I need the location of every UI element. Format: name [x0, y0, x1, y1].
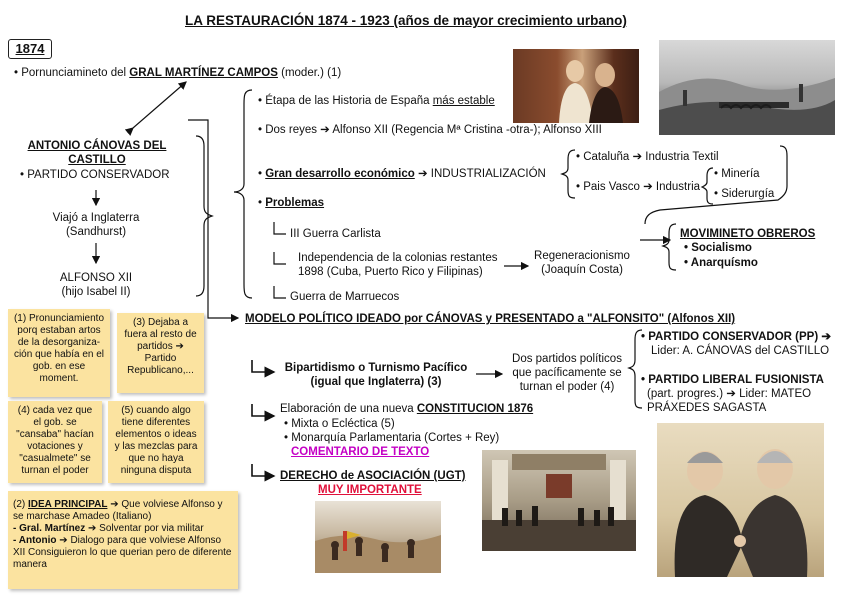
siderurgia-item: • Siderurgía: [714, 188, 775, 200]
partido-liberal: • PARTIDO LIBERAL FUSIONISTA (part. progres.) ➔ Lider: MATEO PRÁXEDES SAGASTA: [641, 374, 824, 414]
canovas-party: • PARTIDO CONSERVADOR: [20, 169, 170, 181]
pais-vasco-item: • Pais Vasco ➔ Industria: [576, 181, 701, 193]
marruecos-item: Guerra de Marruecos: [290, 291, 400, 303]
industrial-landscape-image: [659, 40, 835, 135]
derecho-asociacion: DERECHO de ASOCIACIÓN (UGT): [280, 470, 466, 482]
politicians-handshake-image: [657, 423, 824, 577]
note-1: (1) Pronunciamiento porq estaban artos de la desorganiza-ción que había en el gob. en ese moment.: [8, 309, 110, 397]
monarquia-item: • Monarquía Parlamentaria (Cortes + Rey): [284, 432, 500, 444]
canovas-name: ANTONIO CÁNOVAS DEL CASTILLO: [27, 140, 167, 166]
carlista-item: III Guerra Carlista: [290, 228, 381, 240]
note-3: (3) Dejaba a fuera al resto de partidos ➔ Partido Republicano,...: [117, 313, 204, 393]
dos-reyes-item: • Dos reyes ➔ Alfonso XII (Regencia Mª Cristina -otra-); Alfonso XIII: [258, 124, 602, 136]
etapa-item: • Étapa de las Historia de España más estable: [258, 95, 495, 107]
muy-importante: MUY IMPORTANTE: [318, 484, 422, 496]
comentario-texto: COMENTARIO DE TEXTO: [291, 446, 430, 458]
problemas-item: • Problemas: [258, 197, 325, 209]
parliament-scene-image: [482, 450, 636, 551]
page-title: LA RESTAURACIÓN 1874 - 1923 (años de mayor crecimiento urbano): [185, 13, 627, 28]
battle-scene-image: [315, 501, 441, 573]
mixta-item: • Mixta o Ecléctica (5): [284, 418, 395, 430]
modelo-title: MODELO POLÍTICO IDEADO por CÁNOVAS y PRESENTADO a "ALFONSITO" (Alfonos XII): [245, 313, 736, 325]
dos-partidos: Dos partidos políticos que pacíficamente se turnan el poder (4): [512, 353, 622, 393]
bipartidismo: Bipartidismo o Turnismo Pacífico (igual que Inglaterra) (3): [284, 362, 468, 388]
anarquismo-item: • Anarquísmo: [684, 257, 758, 269]
canovas-king: ALFONSO XII (hijo Isabel II): [59, 272, 133, 298]
year-box: 1874: [8, 39, 52, 59]
cataluna-item: • Cataluña ➔ Industria Textil: [576, 151, 719, 163]
royal-portrait-image: [513, 49, 639, 123]
desarrollo-item: • Gran desarrollo económico ➔ INDUSTRIALIZACIÓN: [258, 168, 546, 180]
movimiento-obreros: MOVIMINETO OBREROS: [680, 228, 816, 240]
note-4: (4) cada vez que el gob. se "cansaba" hacían votaciones y "casualmete" se turnan el poder: [8, 401, 102, 483]
mineria-item: • Minería: [714, 168, 760, 180]
canovas-trip: Viajó a Inglaterra (Sandhurst): [52, 212, 140, 238]
colonias-item: Independencia de la colonias restantes 1898 (Cuba, Puerto Rico y Filipinas): [298, 252, 498, 278]
socialismo-item: • Socialismo: [684, 242, 752, 254]
pronunciamiento-text: • Pornunciamineto del GRAL MARTÍNEZ CAMPOS (moder.) (1): [14, 67, 342, 79]
note-2: (2) IDEA PRINCIPAL ➔ Que volviese Alfonso y se marchase Amadeo (Italiano) - Gral. Martínez ➔ Solventar por via militar - Antonio ➔ Dialogo para que volviese Alfonso XII Consiguieron lo que querian pero de diferente manera: [8, 491, 238, 589]
regeneracionismo: Regeneracionismo (Joaquín Costa): [534, 250, 630, 276]
constitucion-item: Elaboración de una nueva CONSTITUCION 1876: [280, 403, 534, 415]
note-5: (5) cuando algo tiene diferentes elementos o ideas y las mezclas para que no haya ninguna disputa: [108, 401, 204, 483]
partido-conservador: • PARTIDO CONSERVADOR (PP) ➔ Lider: A. CÁNOVAS del CASTILLO: [641, 331, 832, 357]
